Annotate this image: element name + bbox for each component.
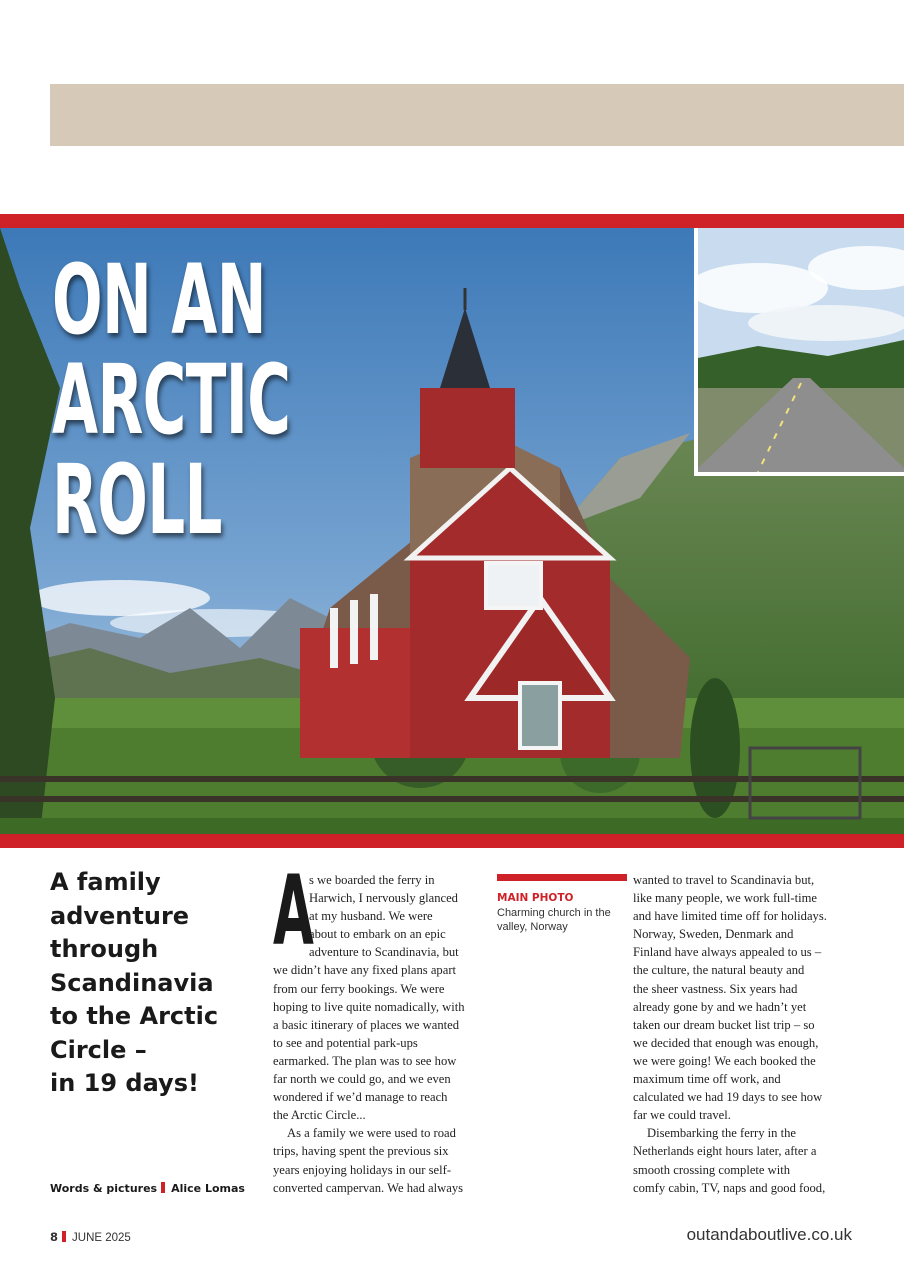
body-paragraph	[273, 855, 479, 1124]
body-line: far north we could go, and we even	[273, 1072, 451, 1087]
byline-separator	[161, 1182, 165, 1193]
advert-band	[50, 84, 904, 146]
body-line: we were going! We each booked the	[633, 1053, 816, 1068]
body-line: converted campervan. We had always	[273, 1180, 464, 1195]
body-column-1	[273, 855, 479, 1197]
body-line: to see and potential park-ups	[273, 1035, 418, 1050]
page-number: 8	[50, 1230, 59, 1244]
byline-label: Words & pictures	[50, 1182, 158, 1195]
body-line: at my husband. We were	[309, 909, 433, 924]
byline-author: Alice Lomas	[171, 1182, 245, 1195]
body-line: and have limited time off for holidays.	[633, 909, 827, 924]
body-line: the Arctic Circle...	[273, 1108, 366, 1123]
standfirst-line: A family	[50, 868, 161, 896]
body-line: Netherlands eight hours later, after a	[633, 1144, 817, 1159]
standfirst	[50, 866, 260, 1101]
caption-rule	[497, 874, 627, 881]
caption-line: Charming church in the	[497, 907, 611, 919]
body-line: the sheer vastness. Six years had	[633, 981, 798, 996]
body-line: years enjoying holidays in our self-	[273, 1162, 452, 1177]
body-line: comfy cabin, TV, naps and good food,	[633, 1180, 826, 1195]
body-line: a basic itinerary of places we wanted	[273, 1017, 460, 1032]
body-line: trips, having spent the previous six	[273, 1144, 449, 1159]
body-line: Finland have always appealed to us –	[633, 945, 822, 960]
inset-photo-road	[694, 228, 904, 476]
standfirst-line: through	[50, 935, 159, 963]
body-line: already gone by and we hadn’t yet	[633, 999, 807, 1014]
body-line: smooth crossing complete with	[633, 1162, 791, 1177]
body-paragraph	[273, 1124, 479, 1196]
standfirst-line: in 19 days!	[50, 1069, 199, 1097]
headline-line: ARCTIC	[52, 344, 291, 456]
standfirst-line: to the Arctic	[50, 1002, 219, 1030]
folio	[50, 1230, 131, 1244]
body-line: earmarked. The plan was to see how	[273, 1053, 457, 1068]
body-column-2	[633, 871, 855, 1197]
caption-text	[497, 906, 627, 934]
body-line: s we boarded the ferry in	[309, 873, 435, 887]
body-line: Norway, Sweden, Denmark and	[633, 927, 794, 942]
byline	[50, 1182, 245, 1195]
body-line: far we could travel.	[633, 1108, 731, 1123]
body-line: wanted to travel to Scandinavia but,	[633, 873, 815, 887]
standfirst-line: Scandinavia	[50, 968, 214, 997]
body-paragraph	[633, 1124, 855, 1196]
road-scene-illustration	[698, 228, 904, 472]
body-line: maximum time off work, and	[633, 1072, 781, 1087]
headline	[52, 244, 291, 556]
standfirst-line: adventure	[50, 901, 190, 930]
body-line: we decided that enough was enough,	[633, 1035, 819, 1050]
folio-separator	[62, 1231, 66, 1242]
body-line: adventure to Scandinavia, but	[309, 945, 459, 960]
body-line: hoping to live quite nomadically, with	[273, 999, 465, 1014]
body-line: Harwich, I nervously glanced	[309, 891, 458, 906]
headline-line: ROLL	[52, 444, 222, 556]
body-line: Disembarking the ferry in the	[647, 1126, 796, 1141]
body-line: wondered if we’d manage to reach	[273, 1090, 448, 1105]
website-url: outandaboutlive.co.uk	[686, 1225, 852, 1244]
drop-cap: A	[273, 855, 314, 967]
body-line: from our ferry bookings. We were	[273, 981, 445, 996]
headline-line: ON AN	[52, 244, 266, 356]
body-paragraph	[633, 871, 855, 1124]
body-line: As a family we were used to road	[287, 1126, 456, 1141]
red-rule-top	[0, 214, 904, 228]
standfirst-line: Circle –	[50, 1035, 147, 1064]
body-line: calculated we had 19 days to see how	[633, 1090, 823, 1105]
caption-label: MAIN PHOTO	[497, 892, 574, 904]
body-line: taken our dream bucket list trip – so	[633, 1017, 815, 1032]
body-line: about to embark on an epic	[309, 927, 446, 942]
caption-line: valley, Norway	[497, 921, 568, 933]
body-line: we didn’t have any fixed plans apart	[273, 963, 457, 978]
issue-date: JUNE 2025	[72, 1232, 131, 1244]
body-line: the culture, the natural beauty and	[633, 963, 805, 978]
red-rule-bottom	[0, 834, 904, 848]
body-line: like many people, we work full-time	[633, 891, 817, 906]
